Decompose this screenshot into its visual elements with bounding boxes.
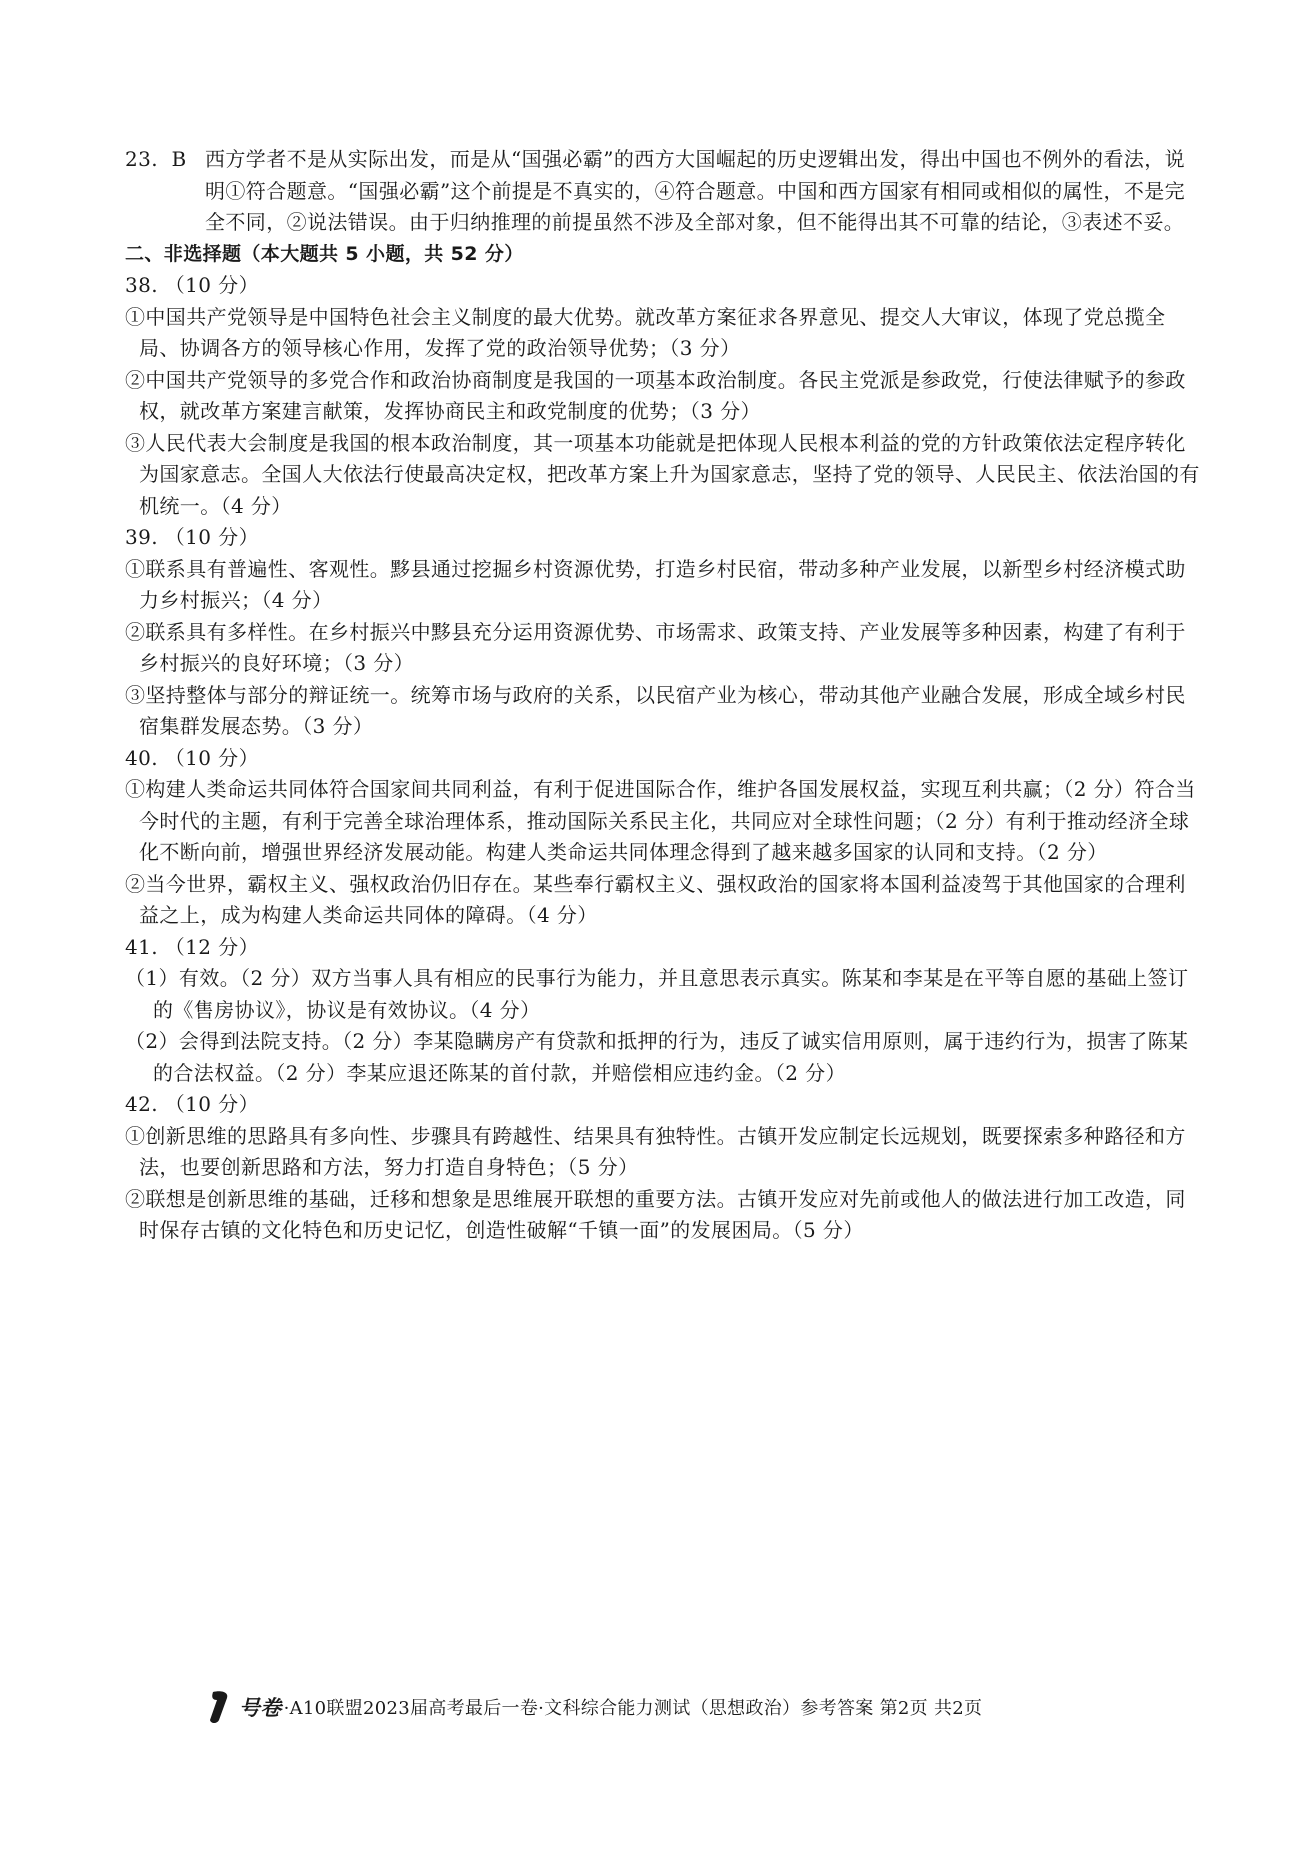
q39-block xyxy=(125,522,1205,743)
q23-explanation: 西方学者不是从实际出发，而是从“国强必霸”的西方大国崛起的历史逻辑出发，得出中国也不例外的看法，说明①符合题意。“国强必霸”这个前提是不真实的，④符合题意。中国和西方国家有相同或相似的属性，不是完全不同，②说法错误。由于归纳推理的前提虽然不涉及全部对象，但不能得出其不可靠的结论，③表述不妥。 xyxy=(205,147,1186,234)
q40-heading: 40. （10 分） xyxy=(125,745,259,770)
q42-block xyxy=(125,1089,1205,1247)
q23-answer xyxy=(125,144,1205,239)
q39-point: ②联系具有多样性。在乡村振兴中黟县充分运用资源优势、市场需求、政策支持、产业发展等多种因素，构建了有利于乡村振兴的良好环境；（3 分） xyxy=(125,619,1186,675)
q42-heading: 42. （10 分） xyxy=(125,1092,259,1116)
q39-point: ③坚持整体与部分的辩证统一。统筹市场与政府的关系，以民宿产业为核心，带动其他产业融合发展，形成全域乡村民宿集群发展态势。（3 分） xyxy=(125,682,1186,738)
q38-point: ③人民代表大会制度是我国的根本政治制度，其一项基本功能就是把体现人民根本利益的党的方针政策依法定程序转化为国家意志。全国人大依法行使最高决定权，把改革方案上升为国家意志，坚持了党的领导、人民民主、依法治国的有机统一。（4 分） xyxy=(125,430,1200,518)
q41-point: （1）有效。（2 分）双方当事人具有相应的民事行为能力，并且意思表示真实。陈某和李某是在平等自愿的基础上签订的《售房协议》，协议是有效协议。（4 分） xyxy=(125,966,1189,1022)
q40-block xyxy=(125,743,1205,932)
footer-text: ·A10联盟2023届高考最后一卷·文科综合能力测试（思想政治）参考答案 第2页 共2页 xyxy=(283,1698,983,1719)
q38-point: ①中国共产党领导是中国特色社会主义制度的最大优势。就改革方案征求各界意见、提交人大审议，体现了党总揽全局、协调各方的领导核心作用，发挥了党的政治领导优势；（3 分） xyxy=(125,304,1166,360)
brand-logo-icon xyxy=(205,1690,235,1724)
q38-point: ②中国共产党领导的多党合作和政治协商制度是我国的一项基本政治制度。各民主党派是参政党，行使法律赋予的参政权，就改革方案建言献策，发挥协商民主和政党制度的优势；（3 分） xyxy=(125,367,1186,423)
brand-name: 号卷 xyxy=(239,1695,282,1720)
q38-heading: 38. （10 分） xyxy=(125,273,259,297)
section-heading-nonchoice: 二、非选择题（本大题共 5 小题，共 52 分） xyxy=(125,242,524,265)
q39-point: ①联系具有普遍性、客观性。黟县通过挖掘乡村资源优势，打造乡村民宿，带动多种产业发展，以新型乡村经济模式助力乡村振兴；（4 分） xyxy=(125,556,1186,612)
q42-point: ②联想是创新思维的基础，迁移和想象是思维展开联想的重要方法。古镇开发应对先前或他人的做法进行加工改造，同时保存古镇的文化特色和历史记忆，创造性破解“千镇一面”的发展困局。（5 分） xyxy=(125,1186,1186,1242)
answer-content xyxy=(125,144,1205,1247)
q42-point: ①创新思维的思路具有多向性、步骤具有跨越性、结果具有独特性。古镇开发应制定长远规划，既要探索多种路径和方法，也要创新思路和方法，努力打造自身特色；（5 分） xyxy=(125,1123,1186,1179)
q40-point: ②当今世界，霸权主义、强权政治仍旧存在。某些奉行霸权主义、强权政治的国家将本国利益凌驾于其他国家的合理利益之上，成为构建人类命运共同体的障碍。（4 分） xyxy=(125,871,1186,927)
q39-heading: 39. （10 分） xyxy=(125,525,259,549)
q40-point: ①构建人类命运共同体符合国家间共同利益，有利于促进国际合作，维护各国发展权益，实现互利共赢；（2 分）符合当今时代的主题，有利于完善全球治理体系，推动国际关系民主化，共同应对全球性问题；（2 分）有利于推动经济全球化不断向前，增强世界经济发展动能。构建人类命运共同体理念得到了越来越多国家的认同和支持。（2 分） xyxy=(125,777,1196,864)
q41-heading: 41. （12 分） xyxy=(125,934,259,959)
q23-number: 23. B xyxy=(125,147,187,171)
q41-point: （2）会得到法院支持。（2 分）李某隐瞒房产有贷款和抵押的行为，违反了诚实信用原则，属于违约行为，损害了陈某的合法权益。（2 分）李某应退还陈某的首付款，并赔偿相应违约金。（2 分） xyxy=(125,1029,1189,1085)
q41-block xyxy=(125,932,1205,1090)
q38-block xyxy=(125,270,1205,522)
page-footer xyxy=(205,1690,1145,1724)
